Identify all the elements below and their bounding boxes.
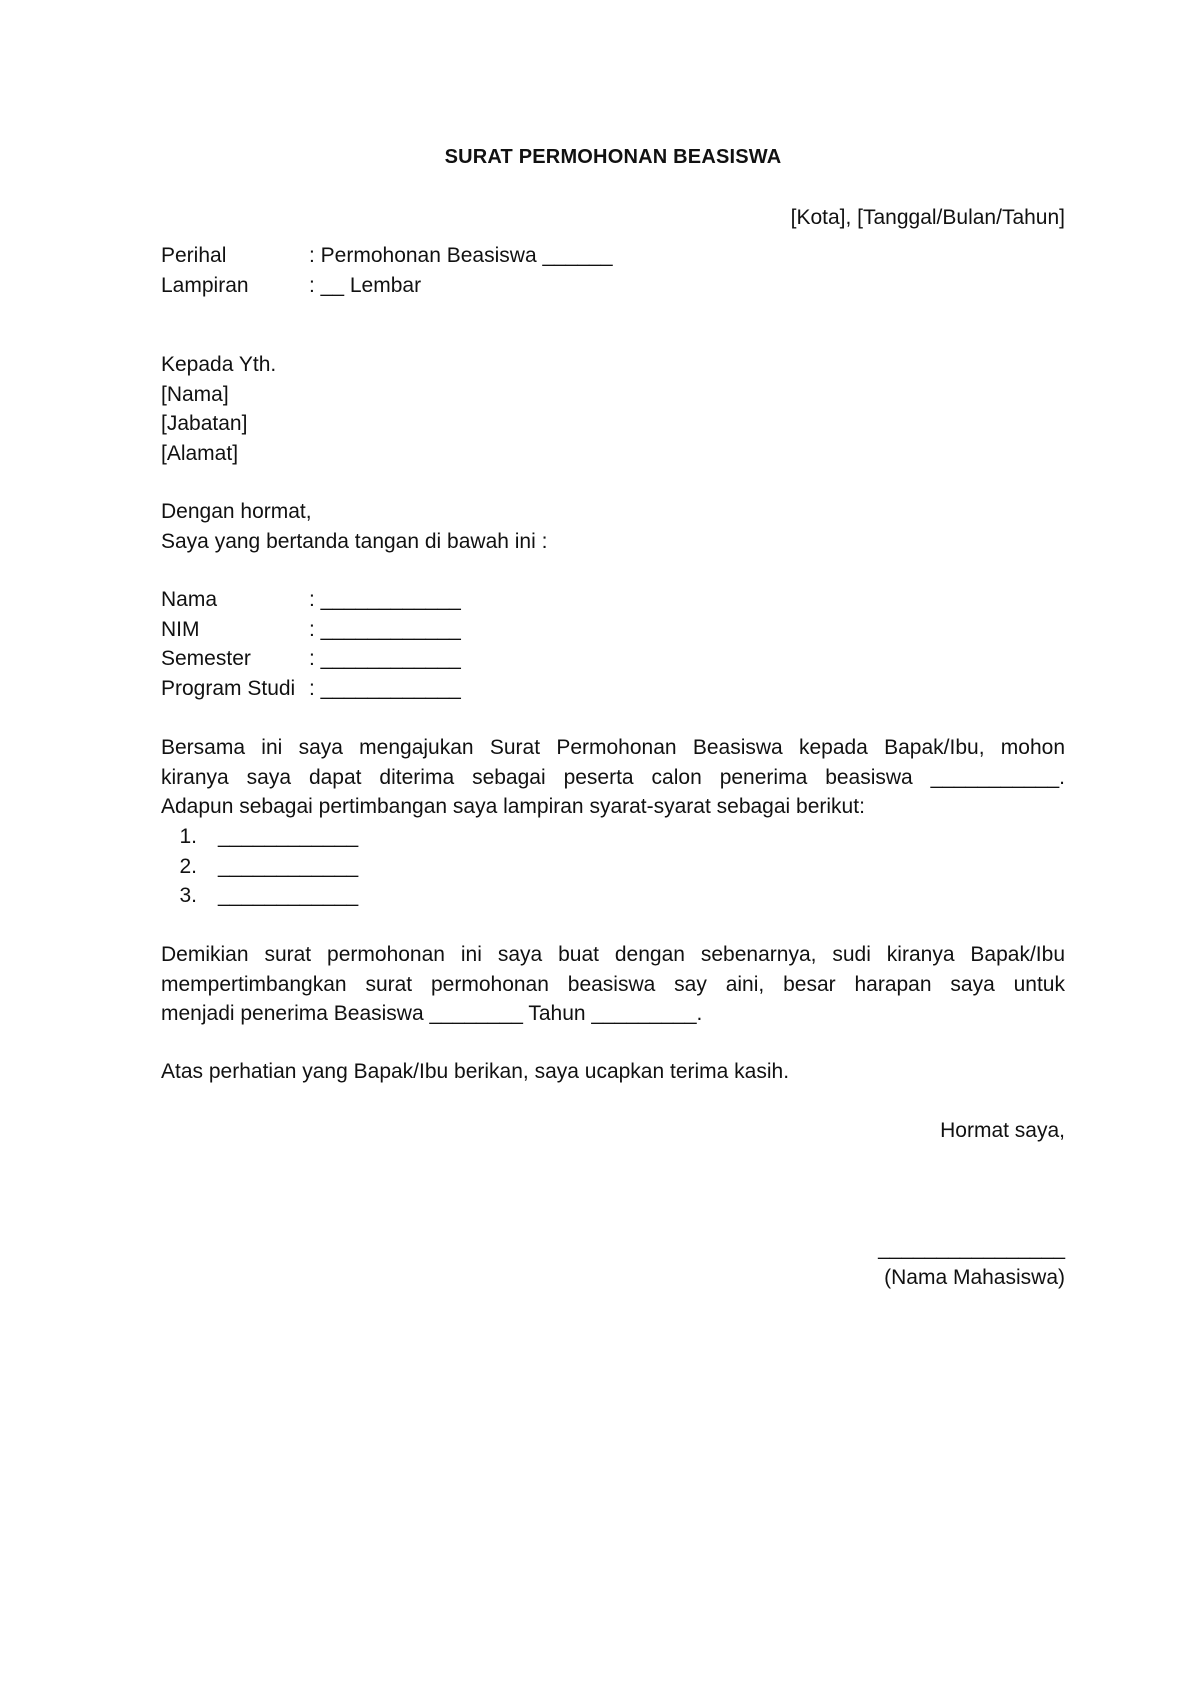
field-label: Perihal [161, 244, 227, 267]
opening-block [161, 497, 547, 556]
list-number: 2. [179, 854, 197, 878]
field-value: : ____________ [309, 676, 461, 700]
recipient-block [161, 350, 276, 468]
thanks-line [161, 1057, 789, 1087]
closing-line-2: mempertimbangkan surat permohonan beasiswa say aini, besar harapan saya untuk [161, 972, 1065, 996]
list-blank: ____________ [218, 854, 359, 878]
list-item [161, 881, 358, 911]
list-item [161, 822, 358, 852]
body-line-3: Adapun sebagai pertimbangan saya lampiran syarat-syarat sebagai berikut: [161, 795, 865, 818]
identity-field-nama [161, 585, 461, 615]
closing-line-3: menjadi penerima Beasiswa ________ Tahun _________. [161, 1002, 703, 1025]
field-label: Program Studi [161, 676, 296, 700]
date-line: [Kota], [Tanggal/Bulan/Tahun] [790, 206, 1065, 229]
field-value: : Permohonan Beasiswa ______ [309, 244, 613, 267]
recipient-address: [Alamat] [161, 441, 239, 465]
intro-line: Saya yang bertanda tangan di bawah ini : [161, 529, 548, 553]
body-line-1: Bersama ini saya mengajukan Surat Permohonan Beasiswa kepada Bapak/Ibu, mohon [161, 736, 1065, 759]
recipient-name: [Nama] [161, 382, 229, 406]
field-value: : ____________ [309, 588, 461, 611]
body-line-2: kiranya saya dapat diterima sebagai peserta calon penerima beasiswa ___________. [161, 765, 1065, 789]
field-label: Lampiran [161, 273, 249, 297]
identity-field-nim [161, 615, 461, 645]
field-value: : __ Lembar [309, 273, 422, 297]
identity-fields [161, 585, 461, 703]
recipient-position: [Jabatan] [161, 412, 248, 435]
field-label: Nama [161, 588, 218, 611]
field-label: Semester [161, 647, 251, 670]
letter-title: SURAT PERMOHONAN BEASISWA [444, 146, 782, 168]
list-blank: ____________ [218, 825, 359, 848]
list-number: 1. [179, 825, 197, 848]
signature-closing: Hormat saya, [940, 1119, 1065, 1142]
closing-line-1: Demikian surat permohonan ini saya buat dengan sebenarnya, sudi kiranya Bapak/Ibu [161, 943, 1065, 966]
list-blank: ____________ [218, 884, 359, 907]
field-label: NIM [161, 617, 200, 641]
field-value: : ____________ [309, 617, 461, 641]
recipient-greeting: Kepada Yth. [161, 353, 277, 376]
signature-line: ________________ [878, 1237, 1065, 1260]
header-field-perihal [161, 241, 613, 271]
thanks-text: Atas perhatian yang Bapak/Ibu berikan, saya ucapkan terima kasih. [161, 1060, 790, 1083]
list-item [161, 852, 358, 882]
identity-field-semester [161, 644, 461, 674]
body-paragraph [161, 733, 1065, 822]
field-value: : ____________ [309, 647, 461, 670]
identity-field-program-studi [161, 674, 461, 704]
header-field-lampiran [161, 271, 613, 301]
salutation: Dengan hormat, [161, 500, 312, 523]
list-number: 3. [179, 884, 197, 907]
closing-paragraph [161, 940, 1065, 1029]
header-fields [161, 241, 613, 300]
requirements-list [161, 822, 358, 911]
signature-name: (Nama Mahasiswa) [884, 1266, 1065, 1289]
